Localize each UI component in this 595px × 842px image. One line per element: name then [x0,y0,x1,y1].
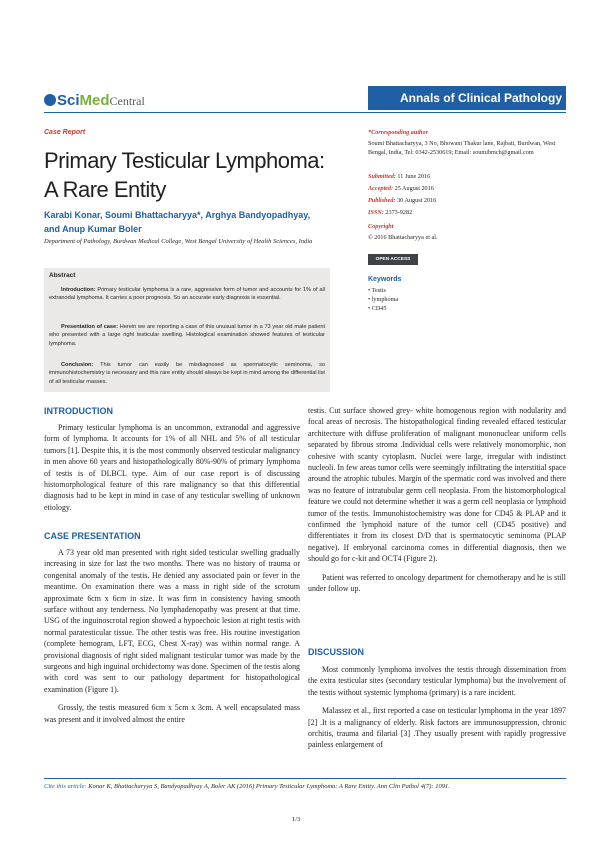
case-body [44,547,300,725]
keywords-list [368,286,398,313]
abstract-introduction [49,286,325,303]
publisher-logo [44,92,145,109]
followup-paragraph: Patient was referred to oncology department for chemotherapy and he is still under follow up. [308,572,566,594]
keyword-item: • CD45 [368,305,387,312]
histology-paragraph: testis. Cut surface showed grey- white homogenous region with nodularity and focal areas of necrosis. The histopathological finding revealed effaced testicular architecture with diffuse proliferation of malignant mononuclear uniform cells separated by fibrous stroma .Individual cells were relatively monomorphic, non cohesive with scanty cytoplasm. Nuclei were large, irregular with indistinct nucleoli. In few areas tumor cells were seemingly infiltrating the interstitial space around the atrophic tubules. Margin of the spermatic cord was involved and there was no feature of intratubular germ cell neoplasia. From the histomorphological feature we could not determine whether it was a germ cell neoplasia or lymphoid tumor of the testis. Immunohistochemistry was done for CD45 & PLAP and it confirmed the lymphoid nature of the tumor cell (CD45 positive) and differentiates it from its closest D/D that is spermatocytic seminoma (PLAP negative). If embryonal carcinoma comes in differential diagnosis, then we should go for c-kit and OCT4 (Figure 2). [308,406,566,564]
published-date [368,196,566,205]
case-paragraph-2: Grossly, the testis measured 6cm x 5cm x 3cm. A well encapsulated mass was present and it involved almost the entire [44,703,300,724]
article-title [44,146,344,204]
authors [44,208,344,236]
submitted-label: Submitted: [368,173,396,180]
section-case-heading: CASE PRESENTATION [44,531,141,541]
authors-line-1: Karabi Konar, Soumi Bhattacharyya*, Arghya Bandyopadhyay, [44,210,311,220]
journal-name: Annals of Clinical Pathology [399,91,562,105]
abstract-conclusion [49,361,325,386]
abstract-case [49,323,325,348]
published-label: Published: [368,197,396,204]
abstract-concl-text: This tumor can easily be misdiagnosed as spermatocytic seminoma, so immunohistochemistry is necessary and this rare entity should always be kept in mind among the differential list of all testicular masses. [49,362,325,385]
discussion-paragraph-1: Most commonly lymphoma involves the testis through dissemination from the extra testicular sites (secondary testicular lymphoma) but the involvement of the testis without systemic lymphoma (primary) is a rare incident. [308,665,566,697]
case-paragraph-1: A 73 year old man presented with right sided testicular swelling gradually increasing in size for last the two months. There was no history of trauma or congenital anomaly of the testis. He denied any associated pain or fever in the meantime. On examination there was a mass in right side of the scrotum approximate 6cm x 6cm in size. It was firm in consistency having smooth surface without any tenderness. No lymphadenopathy was present at that time. USG of the inguinoscrotal region showed a hypoechoic lesion at right testis with normal paratesticular tissue. The other testis was free. His routine investigation (complete hemogram, LFT, ECG, Chest X-ray) was within normal range. A provisional diagnosis of right sided malignant testicular tumor was made by the surgeons and high inguinal orchidectomy was done. Specimen of the testis along with cord was sent to our pathology department for histopathological examination (Figure 1). [44,548,300,694]
keywords-heading: Keywords [368,276,402,283]
copyright-text: © 2016 Bhattacharyya et al. [368,234,438,241]
header-rule [44,112,566,113]
open-access-badge: OPEN ACCESS [368,254,418,265]
keyword-item: • Testis [368,287,386,294]
logo-med: Med [79,92,110,109]
abstract-case-text: Herein we are reporting a case of this unusual tumor in a 73 year old male patient who presented with a large right testicular swelling. Histological examination showed features of testicular lymphoma. [49,324,326,347]
discussion-paragraph-2: Malassez et al., first reported a case on testicular lymphoma in the year 1897 [2] .It is a malignancy of elderly. Risk factors are immunosuppression, chronic orchitis, trauma and filarial [3] .They usually present with rapidly progressive painless enlargement of [308,706,566,750]
abstract-concl-label: Conclusion: [61,362,94,368]
abstract-intro-label: Introduction: [61,287,96,293]
accepted-label: Accepted: [368,185,394,192]
citation-text: Konar K, Bhattacharyya S, Bandyopadhyay A, Boler AK (2016) Primary Testicular Lymphoma: A Rare Entity. Ann Clin Pathol 4(7): 1091. [86,783,450,790]
submitted-date [368,172,566,181]
title-line-2: A Rare Entity [44,177,166,202]
logo-central: Central [109,94,145,108]
introduction-body [44,422,300,513]
title-line-1: Primary Testicular Lymphoma: [44,148,325,173]
abstract-heading: Abstract [49,272,76,279]
citation [44,783,566,790]
issn-value: 2373-9282 [383,209,413,216]
accepted-date [368,184,566,193]
keyword-item: • lymphoma [368,296,399,303]
issn [368,208,566,217]
corresponding-label: *Corresponding author [368,129,429,136]
accepted-value: 25 August 2016 [393,185,434,192]
footer-rule [44,778,566,779]
page-number: 1/3 [292,816,301,823]
affiliation: Department of Pathology, Burdwan Medical College, West Bengal University of Health Sciences, India [44,238,313,245]
section-discussion-heading: DISCUSSION [308,647,365,657]
logo-sci: Sci [57,92,80,109]
published-value: 30 August 2016 [395,197,437,204]
authors-line-2: and Anup Kumar Boler [44,224,142,234]
submitted-value: 11 June 2016 [395,173,431,180]
corresponding-text: Soumi Bhattacharyya, 3 No, Bhowani Thakur lane, Rajbati, Burdwan, West Bengal, India, Tel: 0342-2530619; Email: soumibmch@gmail.com [368,140,556,156]
abstract-intro-text: Primary testicular lymphoma is a rare, aggressive form of tumor and accounts for 1% of all extranodal lymphoma. It carries a poor prognosis. So an accurate early diagnosis is essential. [49,287,325,302]
copyright-label: Copyright [368,223,394,230]
citation-label: Cite this article: [44,783,87,790]
introduction-paragraph: Primary testicular lymphoma is an uncommon, extranodal and aggressive form of lymphoma. It accounts for 1% of all NHL and 5% of all testicular tumors [1]. Despite this, it is the most commonly observed testicular malignancy in men above 60 years and histopathologically 80%-90% of primary lymphoma of testis is of DLBCL type. Aim of our case report is of discussing histomorphological feature of this rare malignancy so that this differential diagnosis had to be kept in mind in case of any testicular swelling of unknown etiology. [44,423,300,512]
abstract-case-label: Presentation of case: [61,324,119,330]
issn-label: ISSN: [368,209,384,216]
article-type: Case Report [44,129,86,136]
globe-icon [44,94,56,106]
section-introduction-heading: INTRODUCTION [44,406,113,416]
right-column-body [308,405,566,595]
discussion-body [308,664,566,751]
